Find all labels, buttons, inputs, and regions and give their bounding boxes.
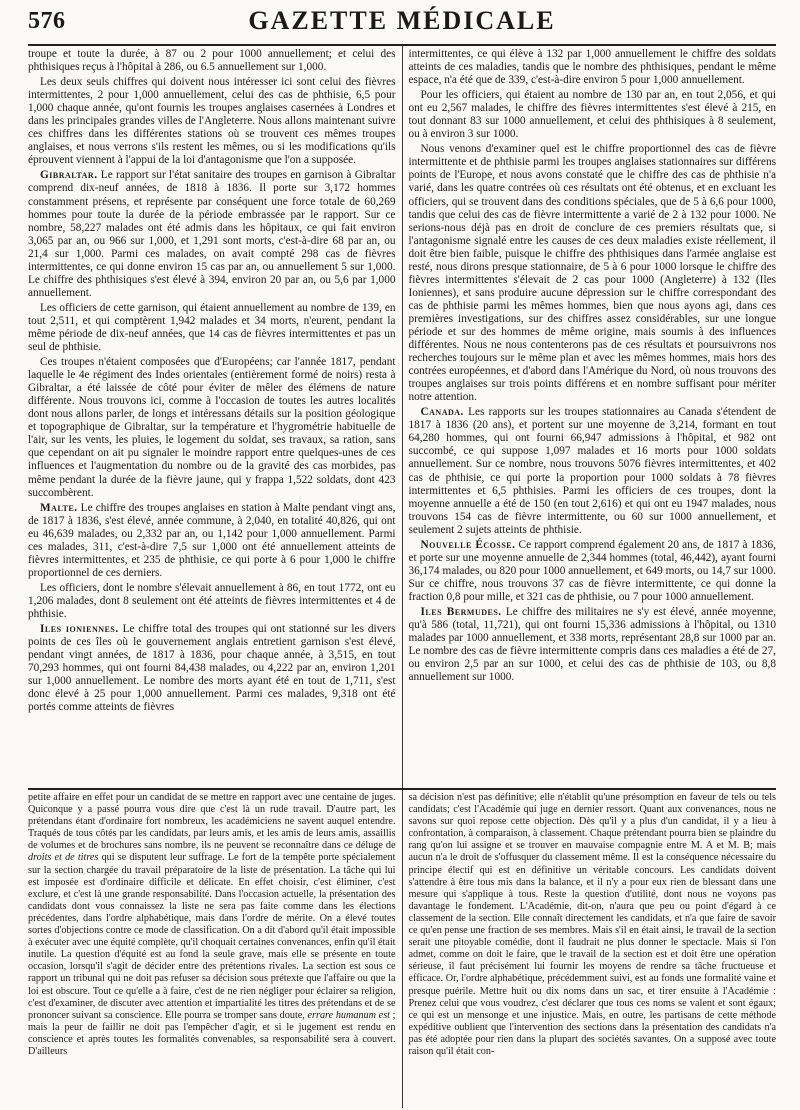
page-header: [28, 0, 776, 46]
paragraph: troupe et toute la durée, à 87 ou 2 pour 1000 annuellement; et celui des phthisiques reçus à l'hôpital à 286, ou 6.5 annuellement sur 1,000.: [28, 48, 396, 74]
section-heading-nouvelle-ecosse: Nouvelle Écosse.: [420, 538, 516, 551]
section-heading-gibraltar: Gibraltar.: [40, 169, 98, 182]
section-heading-iles-ioniennes: Iles ioniennes.: [40, 623, 119, 636]
paragraph: sa décision n'est pas définitive; elle n'établit qu'une présomption en faveur de tels ou tels candidats; c'est l'Académie qui juge en dernier ressort. Quant aux convenances, nous ne savons sur quoi repose cette objection. Dès qu'il y a plus d'un candidat, il y a lieu à confrontation, à comparaison, à classement. Chaque prétendant pourra bien se plaindre du rang qu'on lui assigne et se trouver en mauvaise compagnie entre M. A et M. B; mais aucun n'a le droit de s'offusquer du classement même. Il est la conséquence nécessaire du principe électif qui est en définitive un véritable concours. Les candidats doivent s'attendre à être tous mis dans la balance, et il n'y a pour eux rien de blessant dans une mesure qui s'applique à tous. Reste la question d'utilité, dont nous ne voyons pas davantage le fondement. L'Académie, dit-on, n'aura que peu ou point d'égard à ce classement de la section. Elle connaît directement les candidats, et n'a que faire de savoir ce qu'en pense une fraction de ses membres. Mais s'il en était ainsi, le travail de la section serait une pitoyable comédie, dont il faudrait ne plus donner le spectacle. Mais si l'on admet, comme on doit le faire, que le travail de la section est et doit être une opération sérieuse, il faut précisément lui fournir les moyens de rendre sa tâche fructueuse et efficace. Or, l'ordre alphabétique, précédemment suivi, est au fonds une formalité vaine et presque puérile. Mettre huit ou dix noms dans un sac, et tirer ensuite à l'Académie : Prenez celui que vous voudrez, c'est déclarer que tous ces noms se valent et sont égaux; ce qui est un mensonge et une injustice. Mais, en outre, les partisans de cette méthode expéditive oublient que l'intervention des sections dans la présentation des candidats n'a pas été adoptée pour rien dans la plupart des sociétés savantes. On a supposé avec toute raison qu'il était con-: [408, 792, 776, 1057]
article-section: [28, 46, 776, 790]
page-number: 576: [28, 8, 66, 34]
italic-phrase: droits et de titres: [28, 852, 99, 864]
paragraph: [28, 502, 396, 580]
feuilleton-column-right: [403, 790, 777, 1108]
section-heading-malte: Malte.: [40, 501, 78, 514]
paragraph: [28, 792, 396, 1058]
paragraph: intermittentes, ce qui élève à 132 par 1,000 annuellement le chiffre des soldats atteints de ces maladies, tandis que le nombre des phthisiques, pendant le même espace, n'a été que de 339, c'est-à-dire environ 5 pour 1,000 annuellement.: [408, 48, 776, 87]
paragraph-text: Le chiffre total des troupes qui ont stationné sur les divers points de ces îles où le gouvernement anglais entretient garnison s'est élevé, pendant vingt années, de 1817 à 1836, pour chaque année, à 3,515, en tout 70,293 hommes, qui ont fourni 84,438 malades, ou 4,222 par an, environ 1,201 sur 1,000 annuellement. Le nombre des morts ayant été en tout de 1,711, s'est donc élevé à 25 pour 1,000 annuellement. Parmi ces malades, 9,318 ont été portés comme atteints de fièvres: [28, 623, 396, 714]
paragraph-text: ; mais la peur de faillir ne doit pas l'empêcher d'agir, et si le jugement est rendu en conscience et après toutes les formalités convenables, sa responsabilité sera à couvert. D'ailleurs: [28, 1009, 396, 1057]
feuilleton-column-left: [28, 790, 403, 1108]
paragraph-text: Ce rapport comprend également 20 ans, de 1817 à 1836, et porte sur une moyenne annuelle de 2,344 hommes (total, 46,442), ayant fourni 36,174 malades, ou 820 pour 1000 annuellement, et 649 morts, ou 14,7 sur 1000. Sur ce chiffre, nous trouvons 37 cas de fièvre intermittente, ce qui donne la fraction 0,8 pour mille, et 321 cas de phthisie, ou 7 pour 1000 annuellement.: [408, 538, 776, 603]
section-heading-iles-bermudes: Iles Bermudes.: [420, 605, 502, 618]
italic-phrase: errare humanum est: [307, 1009, 390, 1021]
paragraph: [28, 169, 396, 299]
article-column-left: [28, 46, 403, 788]
paragraph-text: Le chiffre des troupes anglaises en station à Malte pendant vingt ans, de 1817 à 1836, s'est élevé, année commune, à 2,040, en totalité 40,826, qui ont eu 46,639 malades, ou 2,332 par an, ou 1,142 pour 1,000 annuellement. Parmi ces malades, 311, c'est-à-dire 7,5 sur 1,000 ont été annuellement atteints de fièvres intermittentes, et 235 de phthisie, ce qui porte à 6 pour 1,000 le chiffre proportionnel de ces derniers.: [28, 501, 396, 579]
paragraph: [28, 623, 396, 714]
section-heading-canada: Canada.: [420, 406, 464, 419]
paragraph: [409, 406, 777, 536]
paragraph: Ces troupes n'étaient composées que d'Européens; car l'année 1817, pendant laquelle le 4e régiment des Indes orientales (entièrement formé de noirs) resta à Gibraltar, a été laissée de côté pour éviter de mêler des élémens de nature différente. Nous trouvons ici, comme à l'occasion de toutes les autres localités dont nous allons parler, de longs et intéressans détails sur la position géologique et topographique de Gibraltar, sur la température et l'hygrométrie habituelle de l'air, sur les vents, les pluies, le logement du soldat, ses travaux, sa ration, sans que cependant on ait pu signaler le moindre rapport entre quelques-unes de ces influences et l'augmentation du nombre ou de la gravité des cas morbides, pas même pendant la durée de la fièvre jaune, qui y frappa 1,522 soldats, dont 423 succombèrent.: [28, 356, 396, 499]
journal-title: GAZETTE MÉDICALE: [248, 6, 556, 35]
paragraph: [409, 606, 777, 684]
feuilleton-section: [28, 790, 776, 1108]
paragraph: Les deux seuls chiffres qui doivent nous intéresser ici sont celui des fièvres intermittentes, 2 pour 1,000 annuellement, celui des cas de phthisie, 6,5 pour 1,000 chaque année, qu'ont fournis les troupes anglaises casernées à Londres et dans les principales grandes villes de l'Angleterre. Nous allons maintenant suivre ces chiffres dans les différentes stations où se trouvent ces mêmes troupes anglaises, et nous verrons s'ils restent les mêmes, ou si les modifications qu'ils éprouvent viennent à l'appui de la loi d'antagonisme que l'on a supposée.: [28, 76, 396, 167]
paragraph: Les officiers de cette garnison, qui étaient annuellement au nombre de 139, en tout 2,511, et qui comptèrent 1,942 malades et 34 morts, n'eurent, pendant la même période de dix-neuf années, que 14 cas de fièvres intermittentes et pas un seul de phthisie.: [28, 301, 396, 354]
paragraph: Les officiers, dont le nombre s'élevait annuellement à 86, en tout 1772, ont eu 1,206 malades, dont 8 seulement ont été atteints de fièvres intermittentes et 4 de phthisie.: [28, 581, 396, 620]
paragraph-text: petite affaire en effet pour un candidat de se mettre en rapport avec une centaine de juges. Quiconque y a passé pourra vous dire que c'est là un rude travail. D'autre part, les prétendans étant d'ordinaire fort nombreux, les académiciens ne savent auquel entendre. Traqués de tous côtés par les candidats, par leurs amis, et les amis de leurs amis, assaillis de volumes et de brochures sans nombre, ils ne peuvent se reconnaître dans ce déluge de: [28, 792, 396, 852]
paragraph: Pour les officiers, qui étaient au nombre de 130 par an, en tout 2,056, et qui ont eu 2,567 malades, le chiffre des fièvres intermittentes s'est élevé à 215, en tout donnant 83 sur 1000 annuellement, et celui des phthisiques à 8 seulement, ou à environ 3 sur 1000.: [408, 89, 776, 141]
paragraph-text: Le rapport sur l'état sanitaire des troupes en garnison à Gibraltar comprend dix-neuf années, de 1818 à 1836. Il porte sur 3,172 hommes constamment présens, et représente par conséquent une force totale de 60,269 hommes pour toute la durée de la période embrassée par le rapport. Sur ce nombre, 58,227 malades ont été admis dans les hôpitaux, ce qui fait environ 3,065 par an, ou 966 sur 1,000, et 1,291 sont morts, c'est-à-dire 68 par an, ou 21,4 sur 1,000. Parmi ces malades, on avait compté 298 cas de fièvres intermittentes, ce qui donne environ 15 cas par an, ou annuellement 5 sur 1,000. Le chiffre des phthisiques s'est élevé à 394, environ 20 par an, ou 5,6 par 1,000 annuellement.: [28, 169, 396, 299]
paragraph-text: Le chiffre des militaires ne s'y est élevé, année moyenne, qu'à 586 (total, 11,721), qui ont fourni 15,336 admissions à l'hôpital, ou 1310 malades par 1000 annuellement, et 338 morts, représentant 28,8 sur 1000 par an. Le nombre des cas de fièvre intermittente compris dans ces maladies a été de 27, ou environ 2,5 par an sur 1000, et celui des cas de phthisie de 103, ou 8,8 annuellement sur 1000.: [408, 605, 776, 684]
paragraph-text: Les rapports sur les troupes stationnaires au Canada s'étendent de 1817 à 1836 (20 ans), et portent sur une moyenne de 3,214, formant en tout 64,280 hommes, qui ont fourni 66,947 admissions à l'hôpital, et 982 ont succombé, ce qui suppose 1,097 malades et 16 morts pour 1000 soldats annuellement. Sur ce nombre, nous trouvons 5076 fièvres intermittentes, et 402 cas de phthisie, ce qui porte la proportion pour 1000 soldats à 78 fièvres intermittentes et 6,5 phthisies. Parmi les officiers de ces troupes, dont la moyenne annuelle a été de 150 (en tout 2,616) et qui ont eu 1947 malades, nous trouvons 154 cas de fièvre intermittente, ou 60 sur 1000 annuellement, et seulement 2 sujets atteints de phthisie.: [408, 406, 776, 536]
paragraph: [409, 539, 777, 604]
article-column-right: [403, 46, 777, 788]
paragraph-text: qui se disputent leur suffrage. Le fort de la tempête porte spécialement sur la section chargée du travail préparatoire de la liste de présentation. La tâche qui lui est imposée est d'ordinaire difficile et délicate. En effet choisir, c'est éliminer, c'est exclure, et c'est là une grande responsabilité. Dans l'occasion actuelle, la présentation des candidats dont vous connaissez la liste ne sera pas faite comme dans les élections précédentes, dans l'ordre alphabétique, mais dans l'ordre de mérite. On a élevé toutes sortes d'objections contre ce mode de classification. On a dit d'abord qu'il était impossible à exécuter avec une équité complète, qu'il choquait certaines convenances, enfin qu'il était inutile. La question d'équité est au fond la seule grave, mais elle se présente en toute occasion, lorsqu'il s'agit de décider entre des prétentions rivales. La section est sous ce rapport un tribunal qui ne doit pas refuser sa décision sous prétexte que l'affaire ou que la loi est obscure. Tout ce qu'elle a à faire, c'est de ne rien négliger pour éclairer sa religion, c'est d'examiner, de discuter avec attention et impartialité les titres des prétendans et de se prononcer suivant sa conscience. Elle pourra se tromper sans doute,: [28, 852, 396, 1021]
paragraph: Nous venons d'examiner quel est le chiffre proportionnel des cas de fièvre intermittente et de phthisie parmi les troupes anglaises stationnaires sur différens points de l'Europe, et nous avons constaté que le chiffre des cas de phthisie n'a varié, dans les quatre contrées où ces résultats ont été obtenus, et en excluant les officiers, qui se trouvent dans des conditions spéciales, que de 5 à 6,6 pour 1000, tandis que celui des cas de fièvre intermittente a varié de 2 à 132 pour 1000. Ne serions-nous déjà pas en droit de conclure de ces premiers résultats que, si l'antagonisme signalé entre les causes de ces deux maladies existe réellement, il doit être bien faible, puisque le chiffre des phthisiques dans l'armée anglaise est resté, nous dirons presque stationnaire, de 5 à 6 pour 1000 lorsque le chiffre des fièvres intermittentes s'élevait de 2 cas pour 1000 (Angleterre) à 132 (Iles Ioniennes), et sans produire aucune dépression sur le chiffre correspondant des cas de phthisie parmi les mêmes hommes, bien que nous ayons agi, dans ces premières investigations, sur des chiffres assez considérables, sur une longue période et sur des hommes de même origine, mais soumis à des influences différentes. Nous ne nous contenterons pas de ces résultats et poursuivrons nos recherches toujours sur le même plan et avec les mêmes hommes, mais hors des contrées européennes, et d'abord dans l'Amérique du Nord, où nous trouvons des troupes anglaises sur trois points différens et en nombre suffisant pour mériter notre attention.: [408, 143, 776, 404]
